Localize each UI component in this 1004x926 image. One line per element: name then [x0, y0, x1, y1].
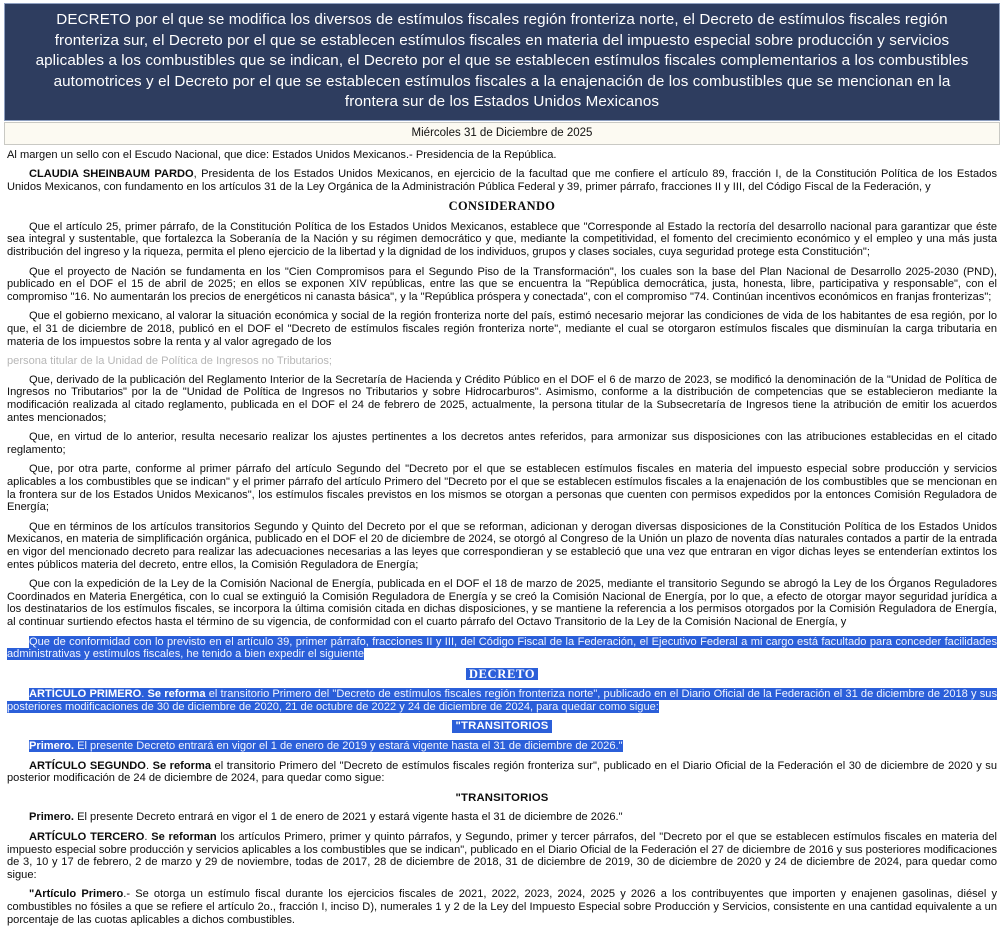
- publication-date-bar: Miércoles 31 de Diciembre de 2025: [4, 122, 1000, 145]
- articulo-tercero-label: ARTÍCULO TERCERO: [29, 831, 144, 843]
- considerando-heading-wrap: [7, 200, 997, 214]
- primero-paragraph-1[interactable]: [7, 740, 997, 753]
- considerando-6: Que, por otra parte, conforme al primer párrafo del artículo Segundo del "Decreto por el que se establecen estímulos fiscales en materia del impuesto especial sobre producción y servicios aplicables a los combustibles que se indican" y el primer párrafo del artículo Primero del "Decreto por el que se establecen estímulos fiscales a la enajenación de los combustibles que se mencionan en la frontera sur de los Estados Unidos Mexicanos", los estímulos fiscales previstos en los mismos se otorgan a personas que cuenten con permisos expedidos por la entonces Comisión Reguladora de Energía;: [7, 463, 997, 513]
- president-paragraph: [7, 168, 997, 193]
- document-title-banner: DECRETO por el que se modifica los diversos de estímulos fiscales región fronteriza norte, el Decreto de estímulos fiscales región fronteriza sur, el Decreto por el que se establecen estímulos fiscales en materia del impuesto especial sobre producción y servicios aplicables a los combustibles que se indican, el Decreto por el que se establecen estímulos fiscales complementarios a los combustibles automotrices y el Decreto por el que se establecen estímulos fiscales a la enajenación de los combustibles que se mencionan en la frontera sur de los Estados Unidos Mexicanos: [4, 3, 1000, 121]
- decreto-heading-wrap: [7, 668, 997, 682]
- primero-text-2: El presente Decreto entrará en vigor el 1 de enero de 2021 y estará vigente hasta el 31 de diciembre de 2026.": [74, 811, 623, 823]
- articulo-primero-paragraph[interactable]: ARTÍCULO PRIMERO. Se reforma el transitorio Primero del "Decreto de estímulos fiscales región fronteriza norte", publicado en el Diario Oficial de la Federación el 31 de diciembre de 2018 y sus posteriores modificaciones de 30 de diciembre de 2020, 21 de octubre de 2022 y 24 de diciembre de 2024, para quedar como sigue:: [7, 688, 997, 713]
- articulo-tercero-reforman: Se reforman: [151, 831, 216, 843]
- articulo-tercero-paragraph: ARTÍCULO TERCERO. Se reforman los artículos Primero, primer y quinto párrafos, y Segundo, primer y tercer párrafos, del "Decreto por el que se establecen estímulos fiscales en materia del impuesto especial sobre producción y servicios aplicables a los combustibles que se indican", publicado en el Diario Oficial de la Federación el 27 de diciembre de 2016 y sus posteriores modificaciones de 3, 10 y 17 de febrero, 2 de marzo y 29 de noviembre, todas de 2017, 28 de diciembre de 2018, 31 de diciembre de 2019, 30 de diciembre de 2020 y 24 de diciembre de 2024, para quedar como sigue:: [7, 831, 997, 881]
- articulo-segundo-text: el transitorio Primero del "Decreto de estímulos fiscales región fronteriza sur", publicado en el Diario Oficial de la Federación el 30 de diciembre de 2020 y su posterior modificación de 24 de diciembre de 2024, para quedar como sigue:: [7, 760, 997, 785]
- president-paragraph-text: , Presidenta de los Estados Unidos Mexicanos, en ejercicio de la facultad que me confiere el artículo 89, fracción I, de la Constitución Política de los Estados Unidos Mexicanos, con fundamento en los artículos 31 de la Ley Orgánica de la Administración Pública Federal y 39, primer párrafo, fracciones II y III, del Código Fiscal de la Federación, y: [7, 168, 997, 193]
- considerando-7: Que en términos de los artículos transitorios Segundo y Quinto del Decreto por el que se reforman, adicionan y derogan diversas disposiciones de la Constitución Política de los Estados Unidos Mexicanos, en materia de simplificación orgánica, publicado en el DOF el 20 de diciembre de 2024, se otorgó al Congreso de la Unión un plazo de noventa días naturales contados a partir de la entrada en vigor del mencionado decreto para realizar las adecuaciones necesarias a las leyes que correspondieran y se estableció que una vez que entraran en vigor dichas leyes se entenderían extintos los entes públicos materia del decreto, entre ellos, la Comisión Reguladora de Energía;: [7, 521, 997, 571]
- document-body: [0, 145, 1004, 926]
- primero-label-2: Primero.: [29, 811, 74, 823]
- transitorios-heading-2: "TRANSITORIOS: [455, 792, 548, 804]
- articulo-tercero-text: los artículos Primero, primer y quinto párrafos, y Segundo, primer y tercer párrafos, del "Decreto por el que se establecen estímulos fiscales en materia del impuesto especial sobre producción y servicios aplicables a los combustibles que se indican", publicado en el Diario Oficial de la Federación el 27 de diciembre de 2016 y sus posteriores modificaciones de 3, 10 y 17 de febrero, 2 de marzo y 29 de noviembre, todas de 2017, 28 de diciembre de 2018, 31 de diciembre de 2019, 30 de diciembre de 2020 y 24 de diciembre de 2024, para quedar como sigue:: [7, 831, 997, 881]
- selected-text: Que de conformidad con lo previsto en el artículo 39, primer párrafo, fracciones II y III, del Código Fiscal de la Federación, el Ejecutivo Federal a mi cargo está facultado para conceder facilidades administrativas y estímulos fiscales, he tenido a bien expedir el siguiente: [7, 636, 997, 661]
- considerando-heading: CONSIDERANDO: [449, 199, 556, 213]
- primero-text-1: El presente Decreto entrará en vigor el 1 de enero de 2019 y estará vigente hasta el 31 de diciembre de 2026.": [74, 740, 623, 752]
- decreto-heading[interactable]: DECRETO: [466, 668, 538, 681]
- selected-considerando-paragraph[interactable]: [7, 636, 997, 661]
- articulo-segundo-label: ARTÍCULO SEGUNDO: [29, 760, 146, 772]
- articulo-primero-reforma: Se reforma: [148, 688, 206, 700]
- articulo-primero-label: ARTÍCULO PRIMERO: [29, 688, 141, 700]
- articulo-primero-quote-text: .- Se otorga un estímulo fiscal durante los ejercicios fiscales de 2021, 2022, 2023, 2024, 2025 y 2026 a los contribuyentes que importen y enajenen gasolinas, diésel y combustibles no fósiles a que se refiere el artículo 2o., fracción I, inciso D), numerales 1 y 2 de la Ley del Impuesto Especial sobre Producción y Servicios, consistente en una cantidad equivalente a un porcentaje de las cuotas aplicables a dichos combustibles.: [7, 888, 997, 925]
- transitorios-heading-1-wrap: [7, 720, 997, 733]
- considerando-2: Que el proyecto de Nación se fundamenta en los "Cien Compromisos para el Segundo Piso de la Transformación", los cuales son la base del Plan Nacional de Desarrollo 2025-2030 (PND), publicado en el DOF el 15 de abril de 2025; en ellos se exponen XIV repúblicas, entre las que se encuentra la "República democrática, justa, honesta, libre, participativa y responsable", con el compromiso "16. No aumentarán los precios de energéticos ni canasta básica", y la "República próspera y conectada", con el compromiso "74. Continúan incentivos económicos en franjas fronterizas";: [7, 266, 997, 304]
- articulo-primero-quote-paragraph: [7, 888, 997, 926]
- considerando-5: Que, en virtud de lo anterior, resulta necesario realizar los ajustes pertinentes a los decretos antes referidos, para armonizar sus disposiciones con las atribuciones establecidas en el citado reglamento;: [7, 431, 997, 456]
- seal-line: Al margen un sello con el Escudo Nacional, que dice: Estados Unidos Mexicanos.- Presidencia de la República.: [7, 149, 997, 162]
- articulo-segundo-reforma: Se reforma: [153, 760, 211, 772]
- primero-label-1: Primero.: [29, 740, 74, 752]
- articulo-segundo-paragraph: ARTÍCULO SEGUNDO. Se reforma el transitorio Primero del "Decreto de estímulos fiscales región fronteriza sur", publicado en el Diario Oficial de la Federación el 30 de diciembre de 2020 y su posterior modificación de 24 de diciembre de 2024, para quedar como sigue:: [7, 760, 997, 785]
- banner-container: [0, 0, 1004, 121]
- considerando-8: Que con la expedición de la Ley de la Comisión Nacional de Energía, publicada en el DOF el 18 de marzo de 2025, mediante el transitorio Segundo se abrogó la Ley de los Órganos Reguladores Coordinados en Materia Energética, con lo cual se extinguió la Comisión Reguladora de Energía y se creó la Comisión Nacional de Energía, por lo que, a efecto de otorgar mayor seguridad jurídica a los destinatarios de los estímulos fiscales, se incorpora la última comisión citada en dichas disposiciones, y se mantiene la referencia a los permisos otorgados por la Comisión Reguladora de Energía, al continuar surtiendo efectos hasta el término de su vigencia, de conformidad con el cuarto párrafo del Octavo Transitorio de la Ley de la Comisión Nacional de Energía, y: [7, 578, 997, 628]
- considerando-1: Que el artículo 25, primer párrafo, de la Constitución Política de los Estados Unidos Mexicanos, establece que "Corresponde al Estado la rectoría del desarrollo nacional para garantizar que éste sea integral y sustentable, que fortalezca la Soberanía de la Nación y su régimen democrático y que, mediante la competitividad, el fomento del crecimiento económico y el empleo y una más justa distribución del ingreso y la riqueza, permita el pleno ejercicio de la libertad y la dignidad de los individuos, grupos y clases sociales, cuya seguridad protege esta Constitución";: [7, 221, 997, 259]
- articulo-primero-text: el transitorio Primero del "Decreto de estímulos fiscales región fronteriza norte", publicado en el Diario Oficial de la Federación el 31 de diciembre de 2018 y sus posteriores modificaciones de 30 de diciembre de 2020, 21 de octubre de 2022 y 24 de diciembre de 2024, para quedar como sigue:: [7, 688, 997, 713]
- transitorios-heading-2-wrap: [7, 792, 997, 805]
- transitorios-heading-1[interactable]: "TRANSITORIOS: [452, 720, 551, 733]
- ghost-artifact-line: persona titular de la Unidad de Política de Ingresos no Tributarios;: [7, 355, 997, 368]
- president-name: CLAUDIA SHEINBAUM PARDO: [29, 168, 194, 180]
- considerando-3: Que el gobierno mexicano, al valorar la situación económica y social de la región fronteriza norte del país, estimó necesario mejorar las condiciones de vida de los habitantes de esa región, por lo que, el 31 de diciembre de 2018, publicó en el DOF el "Decreto de estímulos fiscales región fronteriza norte", mediante el cual se otorgaron estímulos fiscales que disminuían la carga tributaria en materia de los impuestos sobre la renta y al valor agregado de los: [7, 310, 997, 348]
- articulo-primero-quote-label: "Artículo Primero: [29, 888, 123, 900]
- primero-paragraph-2: [7, 811, 997, 824]
- considerando-4: Que, derivado de la publicación del Reglamento Interior de la Secretaría de Hacienda y Crédito Público en el DOF el 6 de marzo de 2023, se modificó la denominación de la "Unidad de Política de Ingresos no Tributarios" por la de "Unidad de Política de Ingresos no Tributarios y sobre Hidrocarburos". Asimismo, conforme a la distribución de competencias que se establecieron mediante la modificación realizada al citado reglamento, publicada en el DOF el 24 de febrero de 2025, actualmente, la persona titular de la Subsecretaría de Ingresos tiene la atribución de emitir los acuerdos antes mencionados;: [7, 374, 997, 424]
